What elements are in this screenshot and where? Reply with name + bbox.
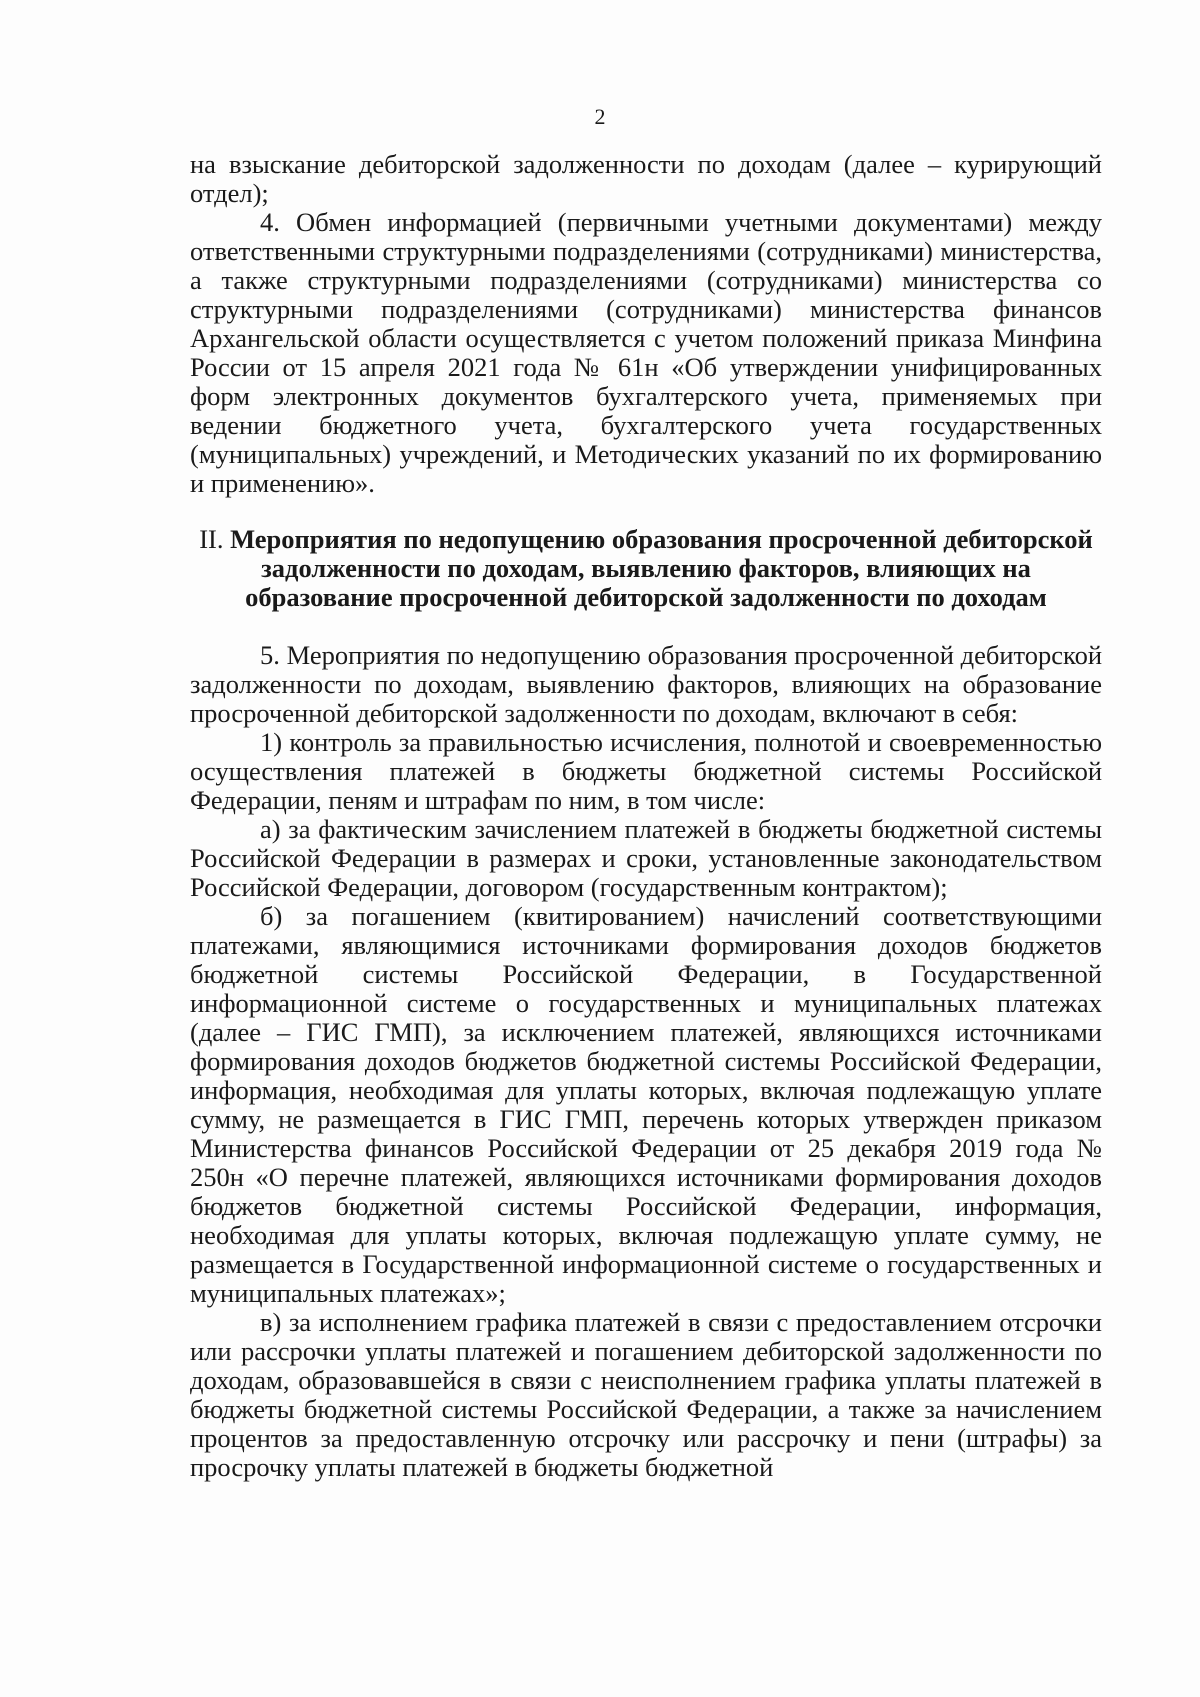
document-body bbox=[190, 150, 1102, 1482]
section-heading bbox=[190, 525, 1102, 612]
section-title-text: Мероприятия по недопущению образования просроченной дебиторской задолженности по доходам, выявлению факторов, влияющих на образование просроченной дебиторской задолженности по доходам bbox=[230, 524, 1093, 612]
paragraph-5: 5. Мероприятия по недопущению образования просроченной дебиторской задолженности по доходам, выявлению факторов, влияющих на образование просроченной дебиторской задолженности по доходам, включают в себя: bbox=[190, 640, 1102, 728]
paragraph-5-1: 1) контроль за правильностью исчисления, полнотой и своевременностью осуществления платежей в бюджеты бюджетной системы Российской Федерации, пеням и штрафам по ним, в том числе: bbox=[190, 727, 1102, 815]
paragraph-5-1-a: а) за фактическим зачислением платежей в бюджеты бюджетной системы Российской Федерации в размерах и сроки, установленные законодательством Российской Федерации, договором (государственным контрактом); bbox=[190, 814, 1102, 902]
section-number: II. bbox=[199, 524, 224, 554]
paragraph-continuation: на взыскание дебиторской задолженности по доходам (далее – курирующий отдел); bbox=[190, 149, 1102, 208]
paragraph-5-1-v: в) за исполнением графика платежей в связи с предоставлением отсрочки или рассрочки уплаты платежей и погашением дебиторской задолженности по доходам, образовавшейся в связи с неисполнением графика уплаты платежей в бюджеты бюджетной системы Российской Федерации, а также за начислением процентов за предоставленную отсрочку или рассрочку и пени (штрафы) за просрочку уплаты платежей в бюджеты бюджетной bbox=[190, 1307, 1102, 1482]
paragraph-4: 4. Обмен информацией (первичными учетными документами) между ответственными структурными подразделениями (сотрудниками) министерства, а также структурными подразделениями (сотрудниками) министерства со структурными подразделениями (сотрудниками) министерства финансов Архангельской области осуществляется с учетом положений приказа Минфина России от 15 апреля 2021 года № 61н «Об утверждении унифицированных форм электронных документов бухгалтерского учета, применяемых при ведении бюджетного учета, бухгалтерского учета государственных (муниципальных) учреждений, и Методических указаний по их формированию и применению». bbox=[190, 207, 1102, 498]
paragraph-5-1-b: б) за погашением (квитированием) начислений соответствующими платежами, являющимися источниками формирования доходов бюджетов бюджетной системы Российской Федерации, в Государственной информационной системе о государственных и муниципальных платежах (далее – ГИС ГМП), за исключением платежей, являющихся источниками формирования доходов бюджетов бюджетной системы Российской Федерации, информация, необходимая для уплаты которых, включая подлежащую уплате сумму, не размещается в ГИС ГМП, перечень которых утвержден приказом Министерства финансов Российской Федерации от 25 декабря 2019 года № 250н «О перечне платежей, являющихся источниками формирования доходов бюджетов бюджетной системы Российской Федерации, информация, необходимая для уплаты которых, включая подлежащую уплате сумму, не размещается в Государственной информационной системе о государственных и муниципальных платежах»; bbox=[190, 901, 1102, 1308]
page-number: 2 bbox=[594, 104, 606, 129]
